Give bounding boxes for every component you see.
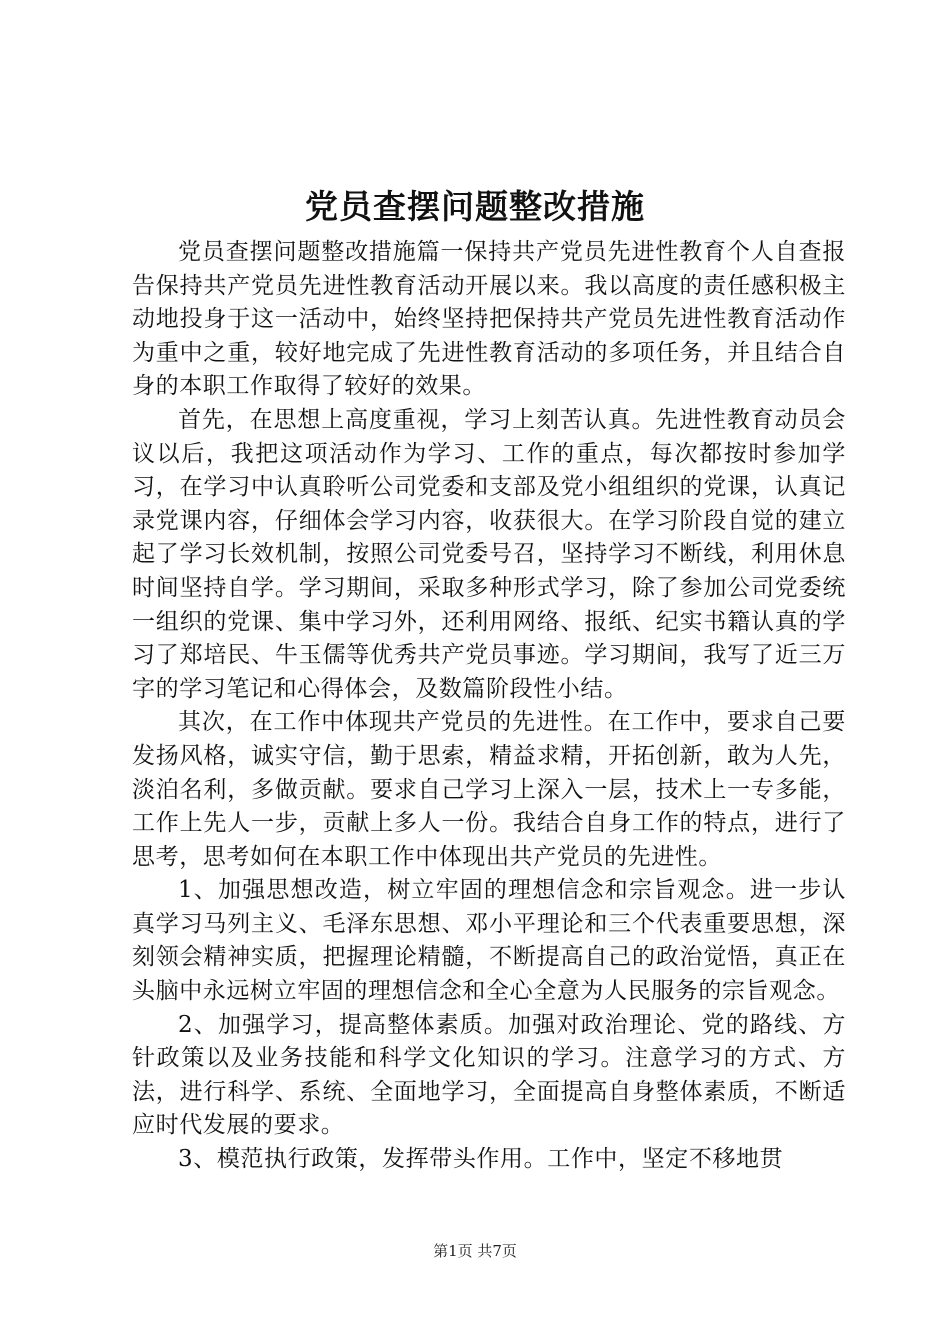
document-title: 党员查摆问题整改措施 [305, 187, 645, 226]
document-body [132, 236, 846, 1177]
page-footer [0, 1241, 950, 1261]
paragraph-item-2: 2、加强学习，提高整体素质。加强对政治理论、党的路线、方针政策以及业务技能和科学文化知识的学习。注意学习的方式、方法，进行科学、系统、全面地学习，全面提高自身整体素质，不断适应时代发展的要求。 [132, 1011, 846, 1139]
paragraph-first: 首先，在思想上高度重视，学习上刻苦认真。先进性教育动员会议以后，我把这项活动作为学习、工作的重点，每次都按时参加学习，在学习中认真聆听公司党委和支部及党小组组织的党课，认真记录党课内容，仔细体会学习内容，收获很大。在学习阶段自觉的建立起了学习长效机制，按照公司党委号召，坚持学习不断线，利用休息时间坚持自学。学习期间，采取多种形式学习，除了参加公司党委统一组织的党课、集中学习外，还利用网络、报纸、纪实书籍认真的学习了郑培民、牛玉儒等优秀共产党员事迹。学习期间，我写了近三万字的学习笔记和心得体会，及数篇阶段性小结。 [132, 406, 846, 702]
paragraph-intro: 党员查摆问题整改措施篇一保持共产党员先进性教育个人自查报告保持共产党员先进性教育活动开展以来。我以高度的责任感积极主动地投身于这一活动中，始终坚持把保持共产党员先进性教育活动作为重中之重，较好地完成了先进性教育活动的多项任务，并且结合自身的本职工作取得了较好的效果。 [132, 239, 846, 400]
page-indicator: 第1页 共7页 [433, 1242, 517, 1260]
paragraph-item-3: 3、模范执行政策，发挥带头作用。工作中，坚定不移地贯 [178, 1146, 784, 1173]
paragraph-item-1: 1、加强思想改造，树立牢固的理想信念和宗旨观念。进一步认真学习马列主义、毛泽东思想、邓小平理论和三个代表重要思想，深刻领会精神实质，把握理论精髓，不断提高自己的政治觉悟，真正在头脑中永远树立牢固的理想信念和全心全意为人民服务的宗旨观念。 [132, 877, 846, 1005]
paragraph-second: 其次，在工作中体现共产党员的先进性。在工作中，要求自己要发扬风格，诚实守信，勤于思索，精益求精，开拓创新，敢为人先，淡泊名利，多做贡献。要求自己学习上深入一层，技术上一专多能，工作上先人一步，贡献上多人一份。我结合自身工作的特点，进行了思考，思考如何在本职工作中体现出共产党员的先进性。 [132, 709, 846, 870]
